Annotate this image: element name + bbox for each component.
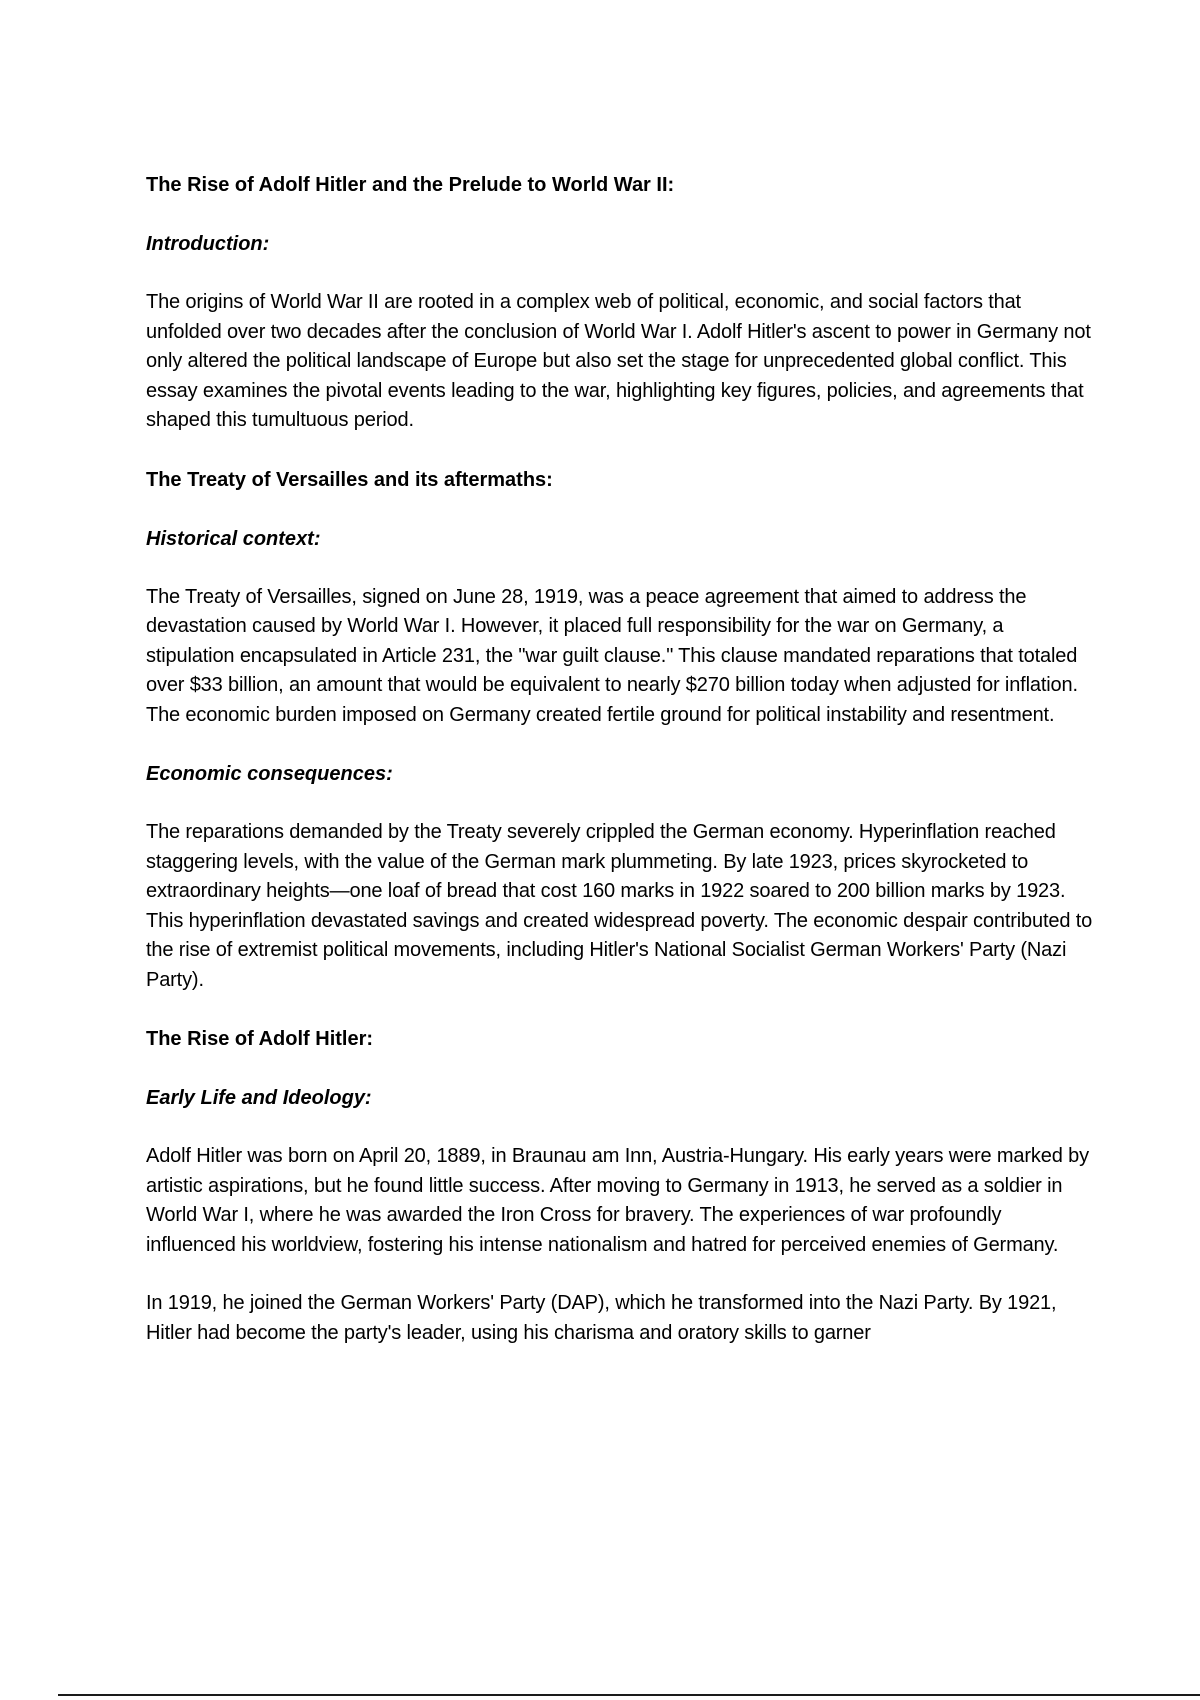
- rise-of-hitler-heading: The Rise of Adolf Hitler:: [146, 1028, 374, 1050]
- document-body: [146, 170, 1096, 1377]
- nazi-party-paragraph: In 1919, he joined the German Workers' Party (DAP), which he transformed into the Nazi Party. By 1921, Hitler had become the party's leader, using his charisma and oratory skills to garner: [146, 1292, 1057, 1344]
- page-bottom-divider: [58, 1694, 1200, 1696]
- economic-consequences-heading: Economic consequences:: [146, 763, 393, 785]
- treaty-section-heading: The Treaty of Versailles and its aftermaths:: [146, 468, 553, 491]
- historical-context-paragraph: The Treaty of Versailles, signed on June 28, 1919, was a peace agreement that aimed to address the devastation caused by World War I. However, it placed full responsibility for the war on Germany, a stipulation encapsulated in Article 231, the "war guilt clause." This clause mandated reparations that totaled over $33 billion, an amount that would be equivalent to nearly $270 billion today when adjusted for inflation. The economic burden imposed on Germany created fertile ground for political instability and resentment.: [146, 585, 1078, 726]
- historical-context-heading: Historical context:: [146, 527, 321, 550]
- economic-consequences-paragraph: The reparations demanded by the Treaty severely crippled the German economy. Hyperinflation reached staggering levels, with the value of the German mark plummeting. By late 1923, prices skyrocketed to extraordinary heights—one loaf of bread that cost 160 marks in 1922 soared to 200 billion marks by 1923. This hyperinflation devastated savings and created widespread poverty. The economic despair contributed to the rise of extremist political movements, including Hitler's National Socialist German Workers' Party (Nazi Party).: [146, 821, 1093, 991]
- early-life-paragraph: Adolf Hitler was born on April 20, 1889, in Braunau am Inn, Austria-Hungary. His early years were marked by artistic aspirations, but he found little success. After moving to Germany in 1913, he served as a soldier in World War I, where he was awarded the Iron Cross for bravery. The experiences of war profoundly influenced his worldview, fostering his intense nationalism and hatred for perceived enemies of Germany.: [146, 1145, 1089, 1256]
- early-life-heading: Early Life and Ideology:: [146, 1087, 372, 1109]
- document-title: The Rise of Adolf Hitler and the Prelude to World War II:: [146, 174, 675, 196]
- introduction-heading: Introduction:: [146, 233, 270, 255]
- introduction-paragraph: The origins of World War II are rooted in a complex web of political, economic, and social factors that unfolded over two decades after the conclusion of World War I. Adolf Hitler's ascent to power in Germany not only altered the political landscape of Europe but also set the stage for unprecedented global conflict. This essay examines the pivotal events leading to the war, highlighting key figures, policies, and agreements that shaped this tumultuous period.: [146, 291, 1091, 431]
